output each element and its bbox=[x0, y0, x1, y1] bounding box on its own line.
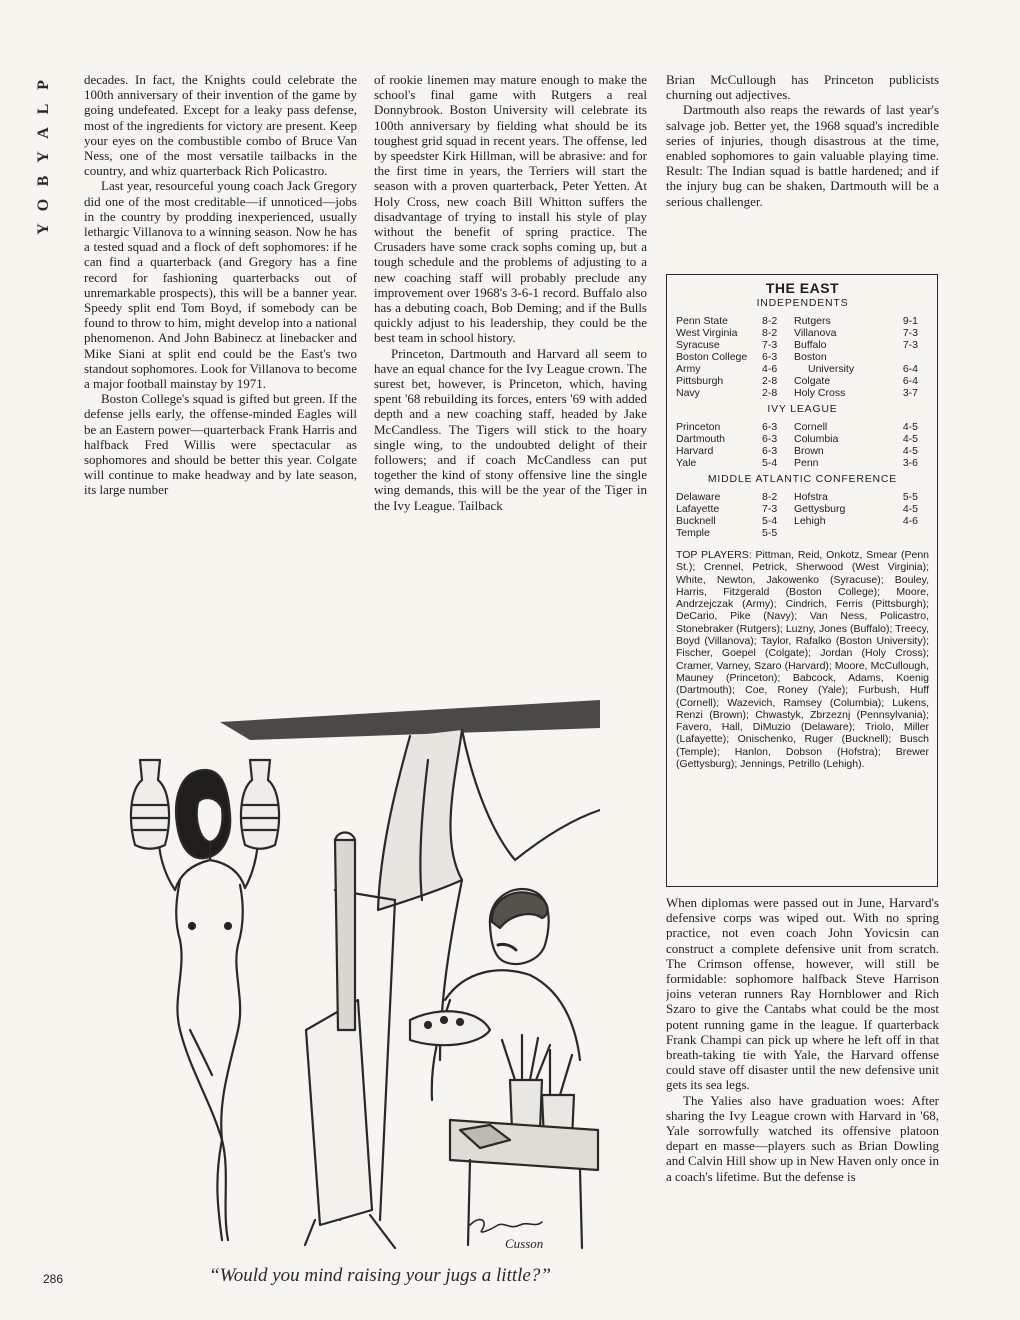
paragraph: Princeton, Dartmouth and Harvard all seem to have an equal chance for the Ivy League crown. The surest bet, however, is Princeton, which, having spent '68 rebuilding its forces, enters '69 with added depth and a new coaching staff, headed by Jake McCandless. The Tigers will stick to the hoary single wing, to the undoubted delight of their followers; and if coach McCandless can put together the kind of stony offensive line the single wing demands, this will be the year of the Tiger in the Ivy League. Tailback bbox=[374, 345, 647, 513]
standings-sidebar bbox=[666, 274, 938, 887]
paragraph: Boston College's squad is gifted but green. If the defense jells early, the offense-minded Eagles will be an Eastern power—quarterback Frank Harris and halfback Fred Willis were spectacular as sophomores and should be better this year. Colgate will continue to make headway and by late season, its large number bbox=[84, 391, 357, 498]
team-record: 4-5 bbox=[902, 445, 918, 457]
article-column-1 bbox=[84, 72, 357, 657]
team-name: Lehigh bbox=[794, 515, 826, 527]
team-record bbox=[884, 351, 924, 363]
team-name: Yale bbox=[676, 457, 697, 469]
team-record: 7-3 bbox=[902, 339, 918, 351]
masthead-vertical bbox=[32, 72, 56, 240]
paragraph: When diplomas were passed out in June, Harvard's defensive corps was wiped out. With no spring practice, not even coach John Yovicsin can construct a complete defensive unit from scratch. The Crimson offense, however, will still be formidable: sophomore halfback Steve Harrison joins veteran runners Ray Hornblower and Rich Szaro to give the Cantabs what could be the most potent running game in the league. If quarterback Frank Champi can pick up where he left off in that breath-taking tie with Yale, the Harvard offense could stave off disaster until the new defensive unit gets its sea legs. bbox=[666, 895, 939, 1093]
standings-group-heading: IVY LEAGUE bbox=[767, 403, 838, 415]
masthead-letter: A bbox=[35, 125, 52, 139]
team-record: 6-3 bbox=[762, 351, 778, 363]
paragraph: Brian McCullough has Princeton publicists churning out adjectives. bbox=[666, 72, 939, 103]
team-name: Penn bbox=[794, 457, 819, 469]
team-record: 7-3 bbox=[762, 503, 778, 515]
team-name: Syracuse bbox=[676, 339, 720, 351]
team-record: 8-2 bbox=[762, 315, 778, 327]
team-record bbox=[884, 527, 924, 539]
team-record: 6-3 bbox=[762, 421, 778, 433]
team-name: Brown bbox=[794, 445, 824, 457]
team-name: Dartmouth bbox=[676, 433, 726, 445]
team-name: Navy bbox=[676, 387, 700, 399]
article-column-3-bottom bbox=[666, 895, 939, 1290]
masthead-letter: Y bbox=[35, 221, 52, 235]
masthead-letter: B bbox=[35, 173, 52, 187]
team-record: 3-6 bbox=[902, 457, 918, 469]
paragraph: of rookie linemen may mature enough to make the school's final game with Rutgers a real Donnybrook. Boston University will celebrate its 100th anniversary by fielding what should be its toughest grid squad in recent years. The offense, led by speedster Kirk Hillman, will be abrasive: and for the first time in years, the Terriers will start the season with a proven quarterback, Peter Yetten. At Holy Cross, new coach Bill Whitton suffers the disadvantage of trying to install his style of play without the benefit of spring practice. The Crusaders have some crack sophs coming up, but a tough schedule and the problems of adjusting to a new coaching staff will probably preclude any improvement over 1968's 3-6-1 record. Buffalo also has a debuting coach, Bob Deming; and if the Bulls quickly adjust to his leadership, they could be the best team in school history. bbox=[374, 72, 647, 346]
team-name: Princeton bbox=[676, 421, 721, 433]
team-record: 4-5 bbox=[902, 421, 918, 433]
team-name: Harvard bbox=[676, 445, 714, 457]
team-record: 5-5 bbox=[762, 527, 778, 539]
cartoon-signature: Cusson bbox=[505, 1236, 544, 1250]
team-name: Boston bbox=[794, 351, 827, 363]
team-name: Hofstra bbox=[794, 491, 828, 503]
team-name: Holy Cross bbox=[794, 387, 846, 399]
team-record: 6-3 bbox=[762, 445, 778, 457]
paragraph: The Yalies also have graduation woes: After sharing the Ivy League crown with Harvard in '68, Yale sorrowfully watched its offensive platoon depart en masse—players such as Brian Dowling and Calvin Hill show up in New Haven only once in a coach's lifetime. But the defense is bbox=[666, 1092, 939, 1184]
team-record: 4-5 bbox=[902, 433, 918, 445]
team-record: 8-2 bbox=[762, 327, 778, 339]
team-name: Villanova bbox=[794, 327, 837, 339]
team-name: Penn State bbox=[676, 315, 728, 327]
team-name: Rutgers bbox=[794, 315, 831, 327]
team-record: 7-3 bbox=[762, 339, 778, 351]
team-record: 2-8 bbox=[762, 375, 778, 387]
team-record: 3-7 bbox=[902, 387, 918, 399]
team-record: 4-6 bbox=[902, 515, 918, 527]
team-record: 7-3 bbox=[902, 327, 918, 339]
team-name: Lafayette bbox=[676, 503, 720, 515]
team-name: Army bbox=[676, 363, 701, 375]
team-record: 5-4 bbox=[762, 457, 778, 469]
masthead-letter: O bbox=[35, 196, 52, 212]
team-record: 6-4 bbox=[902, 363, 918, 375]
team-name: West Virginia bbox=[676, 327, 738, 339]
team-name: Boston College bbox=[676, 351, 748, 363]
team-name: Temple bbox=[676, 527, 710, 539]
team-name: Bucknell bbox=[676, 515, 716, 527]
team-name: Columbia bbox=[794, 433, 839, 445]
team-record: 5-5 bbox=[902, 491, 918, 503]
team-record: 2-8 bbox=[762, 387, 778, 399]
team-record: 8-2 bbox=[762, 491, 778, 503]
paragraph: Last year, resourceful young coach Jack Gregory did one of the most creditable—if unnoticed—jobs in the country by prodding inexperienced, usually lethargic Villanova to a winning season. Now he has a tested squad and a flock of deft sophomores: if he can find a quarterback (and Gregory has a fine record for fashioning quarterbacks out of unremarkable prospects), this will be a banner year. Speedy split end Tom Boyd, if somebody can be found to throw to him, might develop into a national phenomenon. And John Babinecz at linebacker and Mike Siani at split end could be the East's two standout sophomores. Look for Villanova to become a major football mainstay by 1971. bbox=[84, 178, 357, 392]
cartoon-caption: “Would you mind raising your jugs a little?” bbox=[209, 1265, 551, 1286]
team-record: 4-5 bbox=[902, 503, 918, 515]
team-record: 5-4 bbox=[762, 515, 778, 527]
masthead-letter: Y bbox=[35, 149, 52, 163]
team-name bbox=[794, 527, 880, 539]
paragraph: decades. In fact, the Knights could celebrate the 100th anniversary of their invention of the game by going undefeated. Except for a leaky pass defense, most of the ingredients for victory are present. Keep your eyes on the combustible combo of Bruce Van Ness, one of the most versatile tailbacks in the country, and whiz quarterback Rich Policastro. bbox=[84, 72, 357, 179]
standings-group-heading: INDEPENDENTS bbox=[756, 297, 849, 309]
article-column-3-top bbox=[666, 72, 939, 262]
team-name: Delaware bbox=[676, 491, 721, 503]
team-record: 6-4 bbox=[902, 375, 918, 387]
cartoon-illustration bbox=[110, 700, 600, 1250]
article-column-2 bbox=[374, 72, 647, 657]
standings-group-heading: MIDDLE ATLANTIC CONFERENCE bbox=[707, 473, 898, 485]
standings-table bbox=[676, 421, 929, 469]
masthead-letter: L bbox=[35, 101, 52, 115]
team-name: Pittsburgh bbox=[676, 375, 724, 387]
team-record: 9-1 bbox=[902, 315, 918, 327]
paragraph: Dartmouth also reaps the rewards of last year's salvage job. Better yet, the 1968 squad's incredible series of injuries, though disastrous at the time, enabled sophomores to gain valuable playing time. Result: The Indian squad is battle hardened; and if the injury bug can be shaken, Dartmouth will be a serious challenger. bbox=[666, 102, 939, 209]
top-players: TOP PLAYERS: Pittman, Reid, Onkotz, Smear (Penn St.); Crennel, Petrick, Sherwood (West Virginia); White, Newton, Jakowenko (Syracuse); Bouley, Harris, Fitzgerald (Boston College); Moore, Andrzejczak (Army); Cindrich, Ferris (Pittsburgh); DeCario, Pike (Navy); Van Ness, Policastro, Stonebraker (Rutgers); Luzny, Jones (Buffalo); Treecy, Boyd (Villanova); Taylor, Rafalko (Boston University); Fischer, Goepel (Colgate); Jordan (Holy Cross); Cramer, Varney, Szaro (Harvard); Moore, McCullough, Mauney (Princeton); Babcock, Adams, Koenig (Dartmouth); Coe, Roney (Yale); Furbush, Huff (Cornell); Wazevich, Ramsey (Columbia); Lukens, Renzi (Brown); Chwastyk, Zbrzeznj (Pennsylvania); Favero, Hall, DiMuzio (Delaware); Triolo, Miller (Lafayette); Onischenko, Ruger (Bucknell); Busch (Temple); Hanlon, Dobson (Hofstra); Brewer (Gettysburg); Jennings, Petrillo (Lehigh). bbox=[676, 549, 929, 771]
team-name: Cornell bbox=[794, 421, 828, 433]
standings-table bbox=[676, 491, 929, 539]
team-record: 6-3 bbox=[762, 433, 778, 445]
masthead-letter: P bbox=[35, 78, 52, 90]
team-record: 4-6 bbox=[762, 363, 778, 375]
team-name: Buffalo bbox=[794, 339, 827, 351]
standings-table bbox=[676, 315, 929, 399]
sidebar-title: THE EAST bbox=[765, 280, 840, 296]
team-name: University bbox=[808, 363, 855, 375]
team-name: Gettysburg bbox=[794, 503, 846, 515]
team-name: Colgate bbox=[794, 375, 831, 387]
page-number: 286 bbox=[43, 1272, 64, 1286]
